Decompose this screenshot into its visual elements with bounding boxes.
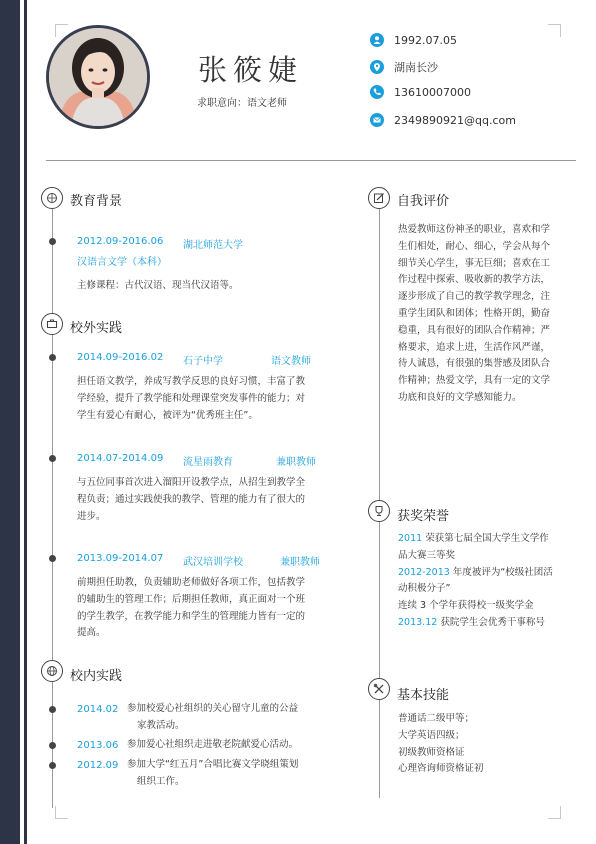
left-timeline [52,208,53,808]
external-date: 2013.09-2014.07 [77,553,164,564]
education-school: 湖北师范大学 [183,240,243,251]
internal-desc [127,737,298,754]
timeline-dot [49,238,56,245]
eval-line: 稳重，具有很好的团队合作精神；严 [398,324,551,336]
education-icon [41,187,63,209]
skills-list [398,711,568,778]
self-eval-text [398,222,568,407]
desc-line: 组织工作。 [137,775,185,787]
corner-mark [548,24,561,37]
external-date: 2014.09-2016.02 [77,352,164,363]
award-text: 获院学生会优秀干事称号 [437,616,545,628]
timeline-dot [49,742,56,749]
phone-icon [370,85,384,99]
external-desc [77,575,305,642]
award-line [398,565,568,582]
section-title-education: 教育背景 [70,194,123,209]
section-title-skills: 基本技能 [397,688,450,703]
eval-line: 重学生团队和团体；性格开朗，勤奋 [398,307,551,319]
education-date: 2012.09-2016.06 [77,236,164,247]
contact-birthday [370,33,457,47]
award-text: 荣获第七届全国大学生文学作 [422,533,549,544]
education-major: 汉语言文学（本科） [77,257,167,268]
section-title-awards: 获奖荣誉 [397,509,450,524]
contact-text: 湖南长沙 [394,61,438,74]
timeline-dot [49,706,56,713]
globe-icon [41,660,63,682]
desc-line: 前期担任助教，负责辅助老师做好各项工作，包括教学 [77,577,306,588]
desc-line: 程负责；通过实践使我的教学、管理的能力有了很大的 [77,493,306,505]
external-org: 石子中学 [183,356,223,367]
desc-line: 学生有爱心有耐心，被评为“优秀班主任”。 [77,409,258,421]
desc-line: 提高。 [77,627,106,639]
internal-date: 2013.06 [77,740,119,751]
contact-text: 13610007000 [394,85,471,99]
avatar [46,25,150,129]
external-role: 兼职教师 [280,557,320,568]
timeline-dot [49,762,56,769]
timeline-dot [49,354,56,361]
award-year: 2013.12 [398,616,438,628]
eval-line: 热爱教师这份神圣的职业，喜欢和学 [398,224,551,235]
job-intent-value: 语文老师 [247,98,287,109]
corner-mark [55,806,68,819]
timeline-dot [49,555,56,562]
contact-phone [370,85,471,99]
desc-line: 担任语文教学，养成写教学反思的良好习惯，丰富了教 [77,376,306,387]
desc-line: 的辅助生的管理工作；后期担任教师，真正面对一个班 [77,593,306,605]
person-icon [370,33,384,47]
job-intent-label: 求职意向： [197,98,247,109]
pencil-icon [368,187,390,209]
trophy-icon [368,500,390,522]
external-org: 流星雨教育 [183,457,233,468]
desc-line: 与五位同事首次进入溜阳开设教学点，从招生到教学全 [77,477,306,488]
skill-item: 大学英语四级； [398,729,465,741]
external-desc [77,475,305,525]
tools-icon [368,678,390,700]
external-role: 兼职教师 [276,457,316,468]
desc-line: 参加大学“红五月”合唱比赛文学晓组策划 [127,759,299,770]
award-line: 连续 3 个学年获得校一级奖学金 [398,600,534,612]
section-title-self-eval: 自我评价 [397,194,450,209]
eval-line: 逐步形成了自己的教学教学理念，注 [398,291,551,303]
contact-location [370,59,438,75]
skill-item: 心理咨询师资格证初 [398,763,484,775]
award-line: 品大赛三等奖 [398,549,456,561]
award-line [398,531,568,548]
sidebar-dark-bar [0,0,20,844]
job-intent [197,94,287,109]
briefcase-icon [41,313,63,335]
eval-line: 待人诚恳，有很强的集誉感及团队合 [398,358,551,370]
eval-line: 格要求，追求上进，生活作风严谨， [398,341,551,353]
candidate-name: 张筱婕 [198,53,304,87]
external-org: 武汉培训学校 [183,557,243,568]
contact-email [370,113,516,127]
contact-text: 2349890921@qq.com [394,113,516,127]
timeline-dot [49,455,56,462]
header-divider [46,160,576,161]
external-role: 语文教师 [271,356,311,367]
internal-date: 2014.02 [77,704,119,715]
contact-text: 1992.07.05 [394,33,457,47]
awards-list [398,531,568,632]
eval-line: 生们相处，耐心、细心，学会从每个 [398,240,551,252]
award-text: 年度被评为“校级社团活 [449,566,553,578]
location-icon [370,60,384,74]
eval-line: 细节关心学生，事无巨细；喜欢在工 [398,257,551,269]
desc-line: 学经验，提升了教学能和处理课堂突发事件的能力；对 [77,392,306,404]
eval-line: 功底和良好的文学感知能力。 [398,391,522,403]
external-date: 2014.07-2014.09 [77,453,164,464]
external-desc [77,374,305,424]
desc-line: 参加校爱心社组织的关心留守儿童的公益 [127,703,299,714]
eval-line: 作过程中探索、吸收新的教学方法， [398,274,551,286]
desc-line: 参加爱心社组织走进敬老院献爱心活动。 [127,739,299,750]
internal-desc [127,757,298,791]
education-courses: 主修课程：古代汉语、现当代汉语等。 [77,280,239,291]
eval-line: 作精神；热爱文学，具有一定的文学 [398,375,551,387]
desc-line: 进步。 [77,510,106,522]
section-title-internal: 校内实践 [70,669,123,684]
corner-mark [548,806,561,819]
award-year: 2012-2013 [398,566,450,578]
desc-line: 的学生教学，在教学能力和学生的管理能力皆有一定的 [77,610,306,622]
email-icon [370,113,384,127]
internal-date: 2012.09 [77,760,119,771]
sidebar-thin-bar [24,0,27,844]
award-line: 动积极分子” [398,583,451,595]
desc-line: 家教活动。 [137,719,185,731]
award-line [398,615,568,632]
section-title-external: 校外实践 [70,321,123,336]
award-year: 2011 [398,533,423,544]
skill-item: 初级教师资格证 [398,746,465,758]
skill-item: 普通话二级甲等； [398,713,475,724]
internal-desc [127,701,298,735]
